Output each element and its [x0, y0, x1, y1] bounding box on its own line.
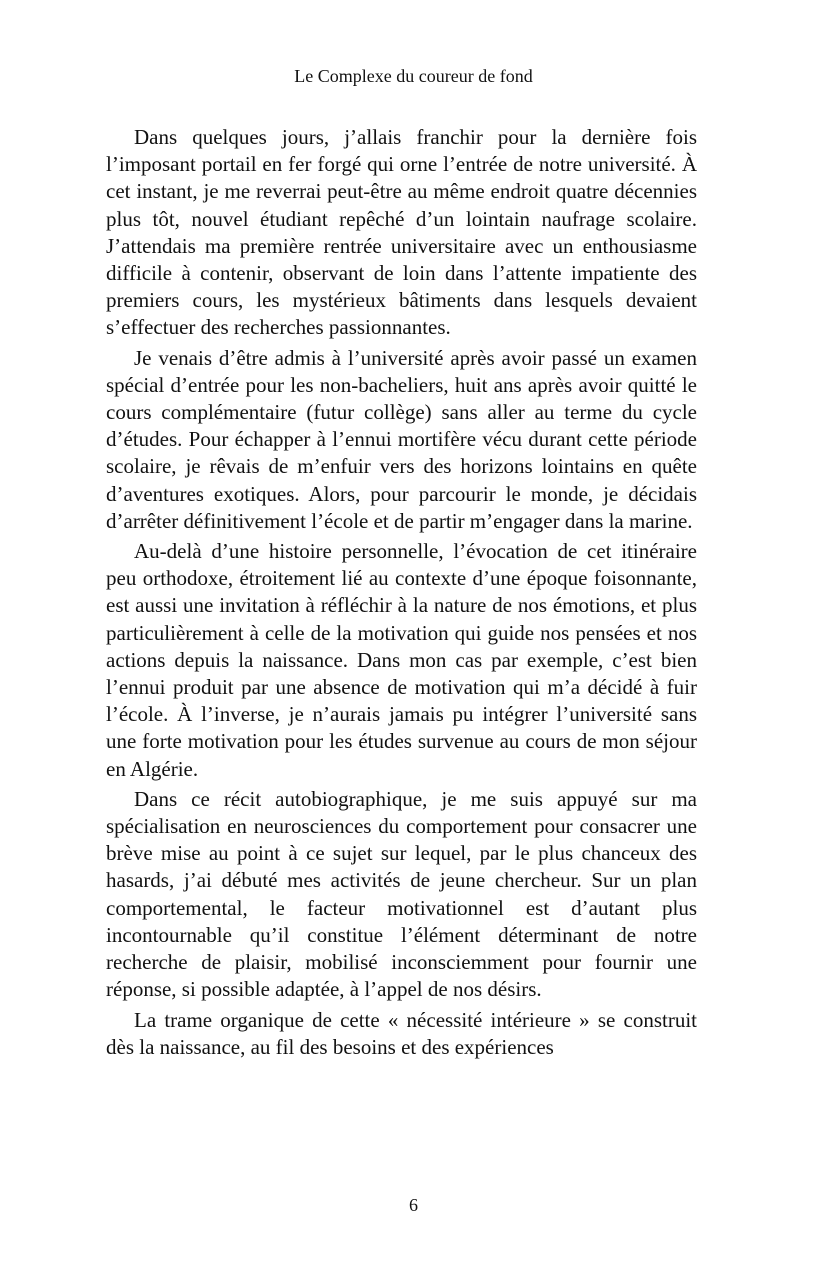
paragraph: Au-delà d’une histoire personnelle, l’évocation de cet itinéraire peu orthodoxe, étroitement lié au contexte d’une époque foisonnante, est aussi une invitation à réfléchir à la nature de nos émotions, et plus particulièrement à celle de la motivation qui guide nos pensées et nos actions depuis la naissance. Dans mon cas par exemple, c’est bien l’ennui produit par une absence de motivation qui m’a décidé à fuir l’école. À l’inverse, je n’aurais jamais pu intégrer l’université sans une forte motivation pour les études survenue au cours de mon séjour en Algérie. — [106, 539, 697, 781]
paragraph: Je venais d’être admis à l’université après avoir passé un examen spécial d’entrée pour les non-bacheliers, huit ans après avoir quitté le cours complémentaire (futur collège) sans aller au terme du cycle d’études. Pour échapper à l’ennui mortifère vécu durant cette période scolaire, je rêvais de m’enfuir vers des horizons lointains en quête d’aventures exotiques. Alors, pour parcourir le monde, je décidais d’arrêter définitivement l’école et de partir m’engager dans la marine. — [106, 345, 697, 533]
body-text — [106, 124, 697, 1064]
paragraph: Dans quelques jours, j’allais franchir pour la dernière fois l’imposant portail en fer forgé qui orne l’entrée de notre université. À cet instant, je me reverrai peut-être au même endroit quatre décennies plus tôt, nouvel étudiant repêché d’un lointain naufrage scolaire. J’attendais ma première rentrée universitaire avec un enthousiasme difficile à contenir, observant de loin dans l’attente impatiente des premiers cours, les mystérieux bâtiments dans lesquels devaient s’effectuer des recherches passionnantes. — [106, 125, 697, 340]
page-number: 6 — [409, 1195, 418, 1215]
running-title: Le Complexe du coureur de fond — [294, 66, 533, 86]
paragraph: Dans ce récit autobiographique, je me suis appuyé sur ma spécialisation en neurosciences du comportement pour consacrer une brève mise au point à ce sujet sur lequel, par le plus chanceux des hasards, j’ai débuté mes activités de jeune chercheur. Sur un plan comportemental, le facteur motivationnel est d’autant plus incontournable qu’il constitue l’élément déterminant de notre recherche de plaisir, mobilisé inconsciemment pour fournir une réponse, si possible adaptée, à l’appel de nos désirs. — [106, 786, 697, 1002]
paragraph: La trame organique de cette « nécessité intérieure » se construit dès la naissance, au fil des besoins et des expériences — [106, 1007, 697, 1059]
